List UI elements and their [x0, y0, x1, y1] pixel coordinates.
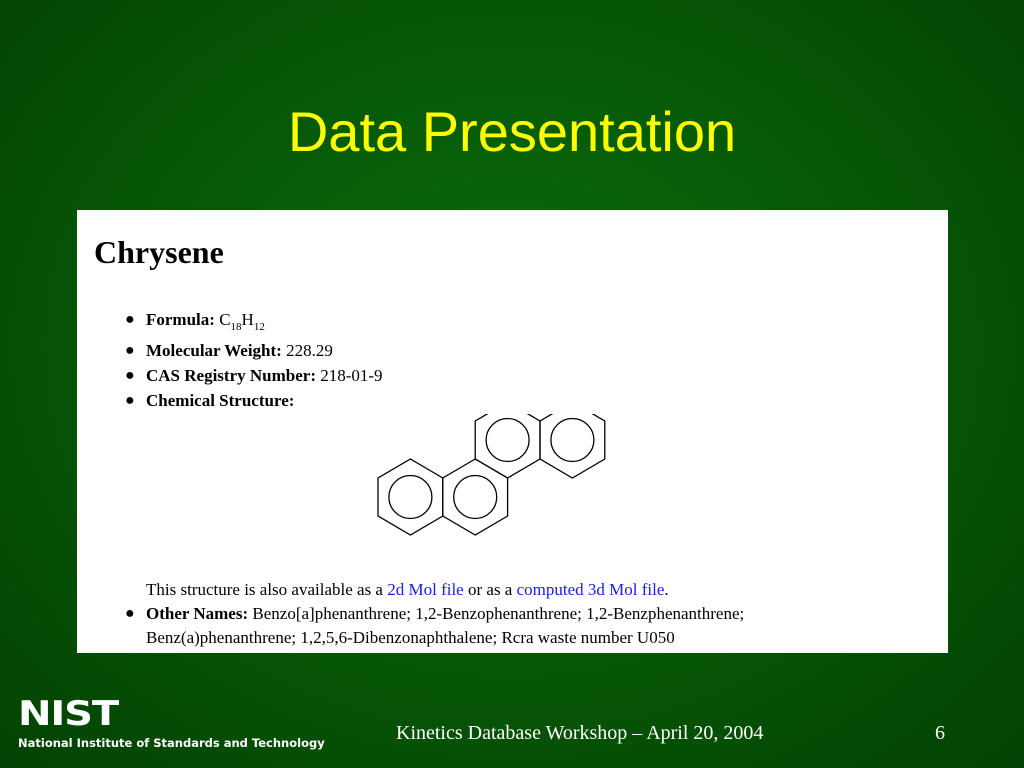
- chemical-structure-label: Chemical Structure:: [146, 391, 295, 410]
- 2d-mol-file-link[interactable]: 2d Mol file: [387, 580, 464, 599]
- nist-logo: [18, 697, 122, 729]
- other-names-label: Other Names:: [146, 604, 249, 623]
- formula-h-count: 12: [253, 321, 265, 333]
- formula-c-count: 18: [230, 321, 242, 333]
- cas-number-label: CAS Registry Number:: [146, 366, 316, 385]
- chemical-structure-item: [125, 390, 295, 412]
- nist-organization-name: National Institute of Standards and Technology: [18, 736, 325, 750]
- cas-number-value: 218-01-9: [320, 366, 383, 385]
- bullet-icon: ●: [125, 605, 135, 622]
- other-names-line-1: Benzo[a]phenanthrene; 1,2-Benzophenanthrene; 1,2-Benzphenanthrene;: [252, 604, 745, 623]
- molecular-weight-item: [125, 340, 333, 362]
- compound-panel: [77, 210, 948, 653]
- bullet-icon: ●: [125, 311, 135, 328]
- bullet-icon: ●: [125, 392, 135, 409]
- molecular-weight-value: 228.29: [286, 341, 333, 360]
- 3d-mol-file-link[interactable]: computed 3d Mol file: [516, 580, 665, 599]
- structure-note-text-3: .: [664, 580, 669, 599]
- other-names-item: [125, 603, 745, 625]
- formula-item: [125, 309, 265, 333]
- bullet-icon: ●: [125, 367, 135, 384]
- compound-name: Chrysene: [94, 234, 224, 270]
- formula-h: H: [241, 310, 254, 329]
- formula-c: C: [219, 310, 231, 329]
- nist-wordmark: NIST: [18, 697, 121, 729]
- bullet-icon: ●: [125, 342, 135, 359]
- other-names-continuation: [146, 627, 675, 649]
- footer-text: Kinetics Database Workshop – April 20, 2004: [396, 722, 764, 744]
- structure-availability-note: [146, 579, 669, 601]
- other-names-line-2: Benz(a)phenanthrene; 1,2,5,6-Dibenzonaphthalene; Rcra waste number U050: [146, 628, 675, 647]
- molecular-weight-label: Molecular Weight:: [146, 341, 282, 360]
- slide-title: Data Presentation: [287, 100, 737, 163]
- structure-note-text-1: This structure is also available as a: [146, 580, 383, 599]
- page-number: 6: [935, 722, 945, 744]
- cas-number-item: [125, 365, 383, 387]
- formula-label: Formula:: [146, 310, 215, 329]
- chrysene-structure-image: [364, 414, 634, 574]
- structure-note-text-2: or as a: [467, 580, 513, 599]
